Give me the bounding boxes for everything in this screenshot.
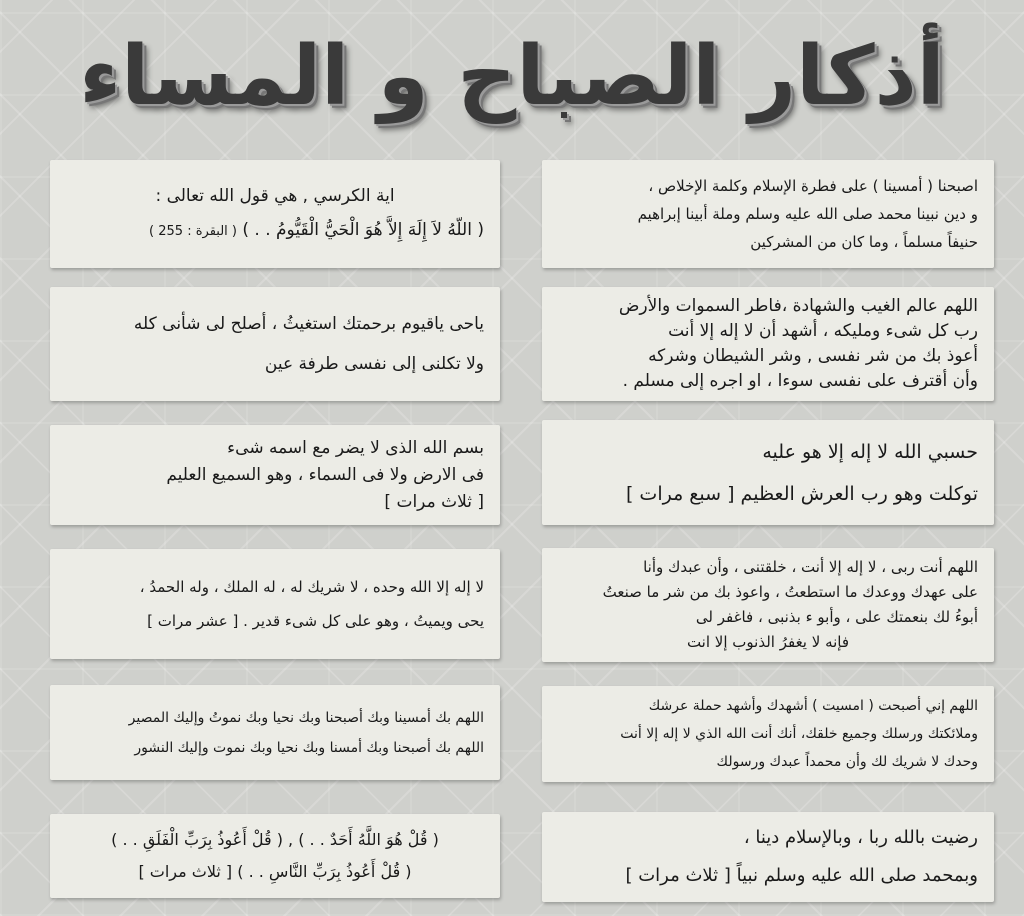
card-line: [ ثلاث مرات ]	[384, 491, 484, 512]
card-line: ( قُلْ أَعُوذُ بِرَبِّ النَّاسِ . . ) [ ثلاث مرات ]	[138, 862, 412, 881]
card-line: بسم الله الذى لا يضر مع اسمه شىء	[227, 437, 484, 458]
card-line: رضيت بالله ربا ، وبالإسلام دينا ،	[743, 827, 978, 848]
dhikr-card-fitrah	[542, 160, 994, 268]
card-line: حنيفاً مسلماً ، وما كان من المشركين	[750, 233, 978, 251]
card-line: وأن أقترف على نفسى سوءا ، او اجره إلى مسلم .	[622, 371, 978, 391]
surah-reference: ( البقرة : 255 )	[149, 224, 237, 239]
dhikr-card-muawwidhat	[50, 814, 500, 898]
card-line: ولا تكلنى إلى نفسى طرفة عين	[264, 354, 484, 374]
page-title: أذكار الصباح و المساء	[79, 29, 945, 124]
card-line: فى الارض ولا فى السماء ، وهو السميع العليم	[166, 464, 484, 485]
dhikr-card-ya-hayy	[50, 287, 500, 401]
card-line: يحى ويميتُ ، وهو على كل شىء قدير . [ عشر مرات ]	[147, 612, 484, 630]
dhikr-card-sayyid-al-istighfar	[542, 548, 994, 662]
card-line: فإنه لا يغفرُ الذنوب إلا انت	[686, 633, 850, 651]
dhikr-card-ayat-al-kursi	[50, 160, 500, 268]
card-line: ياحى ياقيوم برحمتك استغيثُ ، أصلح لى شأنى كله	[133, 314, 484, 334]
dhikr-card-alim-al-ghayb	[542, 287, 994, 401]
dhikr-card-ushhiduk	[542, 686, 994, 782]
card-line: اللهم أنت ربى ، لا إله إلا أنت ، خلقتنى ، وأن عبدك وأنا	[643, 558, 978, 576]
card-line: و دين نبينا محمد صلى الله عليه وسلم وملة أبينا إبراهيم	[637, 205, 978, 223]
card-line: ( قُلْ هُوَ اللَّهُ أَحَدٌ . . ) , ( قُلْ أَعُوذُ بِرَبِّ الْفَلَقِ . . )	[111, 830, 439, 849]
card-line: لا إله إلا الله وحده ، لا شريك له ، له الملك ، وله الحمدُ ،	[139, 578, 484, 596]
card-line: وحدك لا شريك لك وأن محمداً عبدك ورسولك	[716, 754, 978, 770]
card-line: اللهم عالم الغيب والشهادة ،فاطر السموات والأرض	[618, 296, 978, 316]
dhikr-card-raditu	[542, 812, 994, 902]
dhikr-card-hasbi-allah	[542, 420, 994, 525]
card-line: اللهم إني أصبحت ( امسيت ) أشهدك وأشهد حملة عرشك	[648, 698, 978, 714]
dhikr-card-bika-amsayna	[50, 685, 500, 780]
card-line: حسبي الله لا إله إلا هو عليه	[762, 440, 978, 463]
dhikr-card-la-ilaha-illallah	[50, 549, 500, 659]
card-line: أبوءُ لك بنعمتك على ، وأبو ء بذنبى ، فاغفر لى	[695, 608, 978, 626]
card-line: رب كل شىء ومليكه ، أشهد أن لا إله إلا أنت	[668, 321, 978, 341]
card-line: اية الكرسي , هي قول الله تعالى :	[155, 186, 395, 206]
card-line: وملائكتك ورسلك وجميع خلقك، أنك أنت الله الذي لا إله إلا أنت	[620, 726, 978, 742]
card-line: اصبحنا ( أمسينا ) على فطرة الإسلام وكلمة الإخلاص ،	[648, 177, 978, 195]
card-line: اللهم بك أمسينا وبك أصبحنا وبك نحيا وبك نموتُ وإليك المصير	[128, 709, 484, 726]
ayah-text: ( اللّهُ لاَ إِلَهَ إِلاَّ هُوَ الْحَيُّ الْقَيُّومُ . . )	[242, 220, 484, 240]
card-line: على عهدك ووعدك ما استطعتُ ، واعوذ بك من شر ما صنعتُ	[602, 583, 978, 601]
dhikr-card-bismillah	[50, 425, 500, 525]
card-line: وبمحمد صلى الله عليه وسلم نبياً [ ثلاث مرات ]	[625, 865, 978, 886]
card-line	[66, 213, 484, 249]
card-line: اللهم بك أصبحنا وبك أمسنا وبك نحيا وبك نموت وإليك النشور	[134, 739, 484, 756]
card-line: أعوذ بك من شر نفسى , وشر الشيطان وشركه	[648, 346, 978, 366]
card-line: توكلت وهو رب العرش العظيم [ سبع مرات ]	[625, 482, 978, 505]
